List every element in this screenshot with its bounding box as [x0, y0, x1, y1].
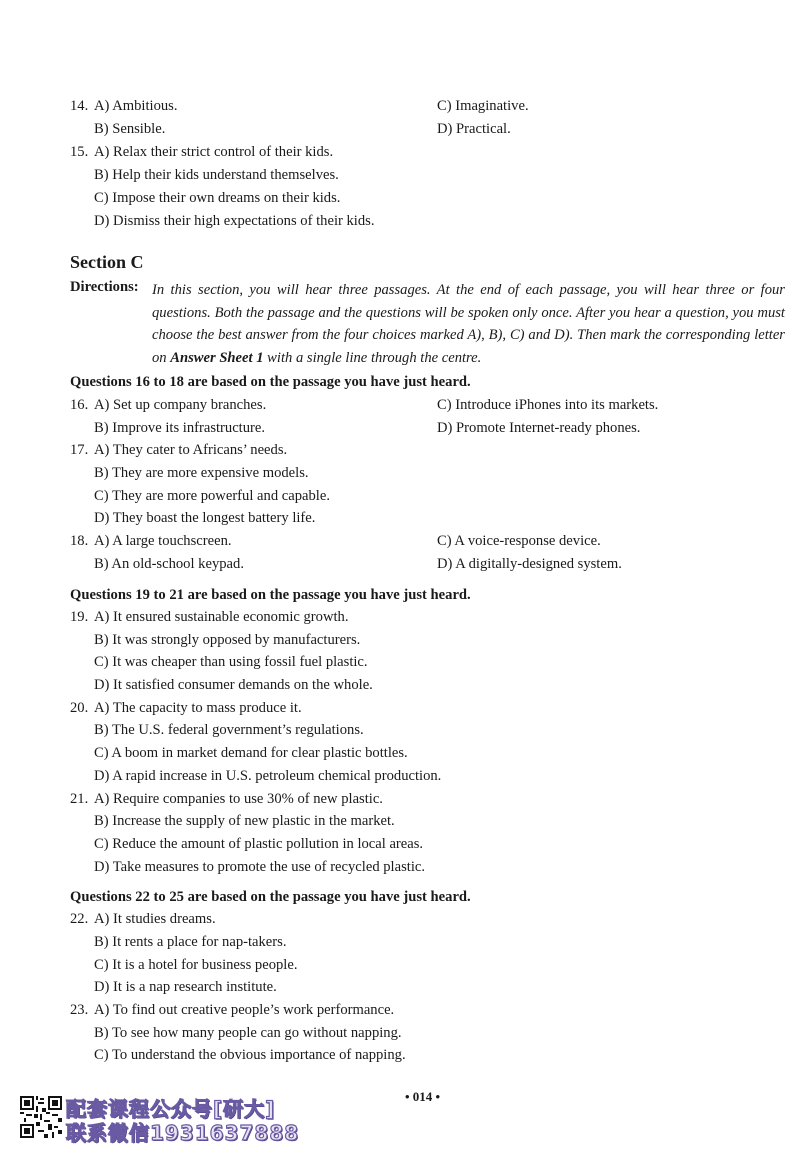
option-a: A) It ensured sustainable economic growth.	[94, 609, 349, 625]
question-number: 15.	[70, 144, 89, 160]
option-d: D) Dismiss their high expectations of their kids.	[94, 213, 375, 229]
option-d: D) Practical.	[437, 121, 511, 137]
option-a: A) To find out creative people’s work performance.	[94, 1002, 395, 1018]
option-d: D) A rapid increase in U.S. petroleum chemical production.	[94, 768, 442, 784]
option-d: D) Take measures to promote the use of recycled plastic.	[94, 859, 426, 875]
option-b: B) Sensible.	[94, 121, 166, 137]
option-b: B) It was strongly opposed by manufacturers.	[94, 632, 361, 648]
group-heading-16-18: Questions 16 to 18 are based on the passage you have just heard.	[70, 374, 471, 390]
qr-code-icon	[20, 1096, 62, 1138]
question-number: 23.	[70, 1002, 89, 1018]
option-c: C) A voice-response device.	[437, 533, 601, 549]
option-a: A) Relax their strict control of their kids.	[94, 144, 334, 160]
option-c: C) A boom in market demand for clear plastic bottles.	[94, 745, 408, 761]
option-c: C) Reduce the amount of plastic pollution in local areas.	[94, 836, 424, 852]
page-number: • 014 •	[405, 1089, 441, 1104]
option-c: C) Imaginative.	[437, 98, 529, 114]
option-d: D) They boast the longest battery life.	[94, 510, 316, 526]
promo-banner-line-1: 配套课程公众号[研大]	[66, 1097, 276, 1121]
group-heading-22-25: Questions 22 to 25 are based on the passage you have just heard.	[70, 889, 471, 905]
option-a: A) It studies dreams.	[94, 911, 216, 927]
option-b: B) An old-school keypad.	[94, 556, 244, 572]
option-d: D) It is a nap research institute.	[94, 979, 277, 995]
option-a: A) Require companies to use 30% of new plastic.	[94, 791, 383, 807]
promo-banner-line-2: 联系微信1931637888	[66, 1121, 300, 1145]
question-number: 19.	[70, 609, 89, 625]
option-b: B) It rents a place for nap-takers.	[94, 934, 287, 950]
option-b: B) Help their kids understand themselves.	[94, 167, 339, 183]
option-a: A) A large touchscreen.	[94, 533, 232, 549]
directions-text-part: In this section, you will hear three passages. At the end of each passage, you will hear three or four questions. Both the passage and the questions will be spoken only once. After you hear a question, you must choose the best answer from the four choices marked A), B), C) and D). Then mark the corresponding letter on	[152, 282, 785, 366]
option-c: C) To understand the obvious importance of napping.	[94, 1047, 406, 1063]
option-b: B) Increase the supply of new plastic in the market.	[94, 813, 395, 829]
option-a: A) Set up company branches.	[94, 397, 267, 413]
answer-sheet-ref: Answer Sheet 1	[170, 349, 264, 366]
question-number: 16.	[70, 397, 89, 413]
option-b: B) To see how many people can go without napping.	[94, 1025, 402, 1041]
option-a: A) The capacity to mass produce it.	[94, 700, 302, 716]
directions-label: Directions:	[70, 279, 139, 295]
option-b: B) They are more expensive models.	[94, 465, 309, 481]
directions-text-part: with a single line through the centre.	[263, 349, 482, 366]
option-a: A) Ambitious.	[94, 98, 178, 114]
option-c: C) Impose their own dreams on their kids.	[94, 190, 341, 206]
directions-text	[152, 279, 785, 369]
option-d: D) Promote Internet-ready phones.	[437, 420, 641, 436]
section-title: Section C	[70, 252, 144, 272]
question-number: 22.	[70, 911, 89, 927]
option-d: D) It satisfied consumer demands on the whole.	[94, 677, 373, 693]
option-c: C) It is a hotel for business people.	[94, 957, 298, 973]
option-b: B) The U.S. federal government’s regulations.	[94, 722, 364, 738]
option-c: C) It was cheaper than using fossil fuel plastic.	[94, 654, 368, 670]
option-b: B) Improve its infrastructure.	[94, 420, 266, 436]
question-number: 18.	[70, 533, 89, 549]
question-number: 21.	[70, 791, 89, 807]
group-heading-19-21: Questions 19 to 21 are based on the passage you have just heard.	[70, 587, 471, 603]
option-d: D) A digitally-designed system.	[437, 556, 622, 572]
question-number: 20.	[70, 700, 89, 716]
option-c: C) Introduce iPhones into its markets.	[437, 397, 659, 413]
question-number: 14.	[70, 98, 89, 114]
option-c: C) They are more powerful and capable.	[94, 488, 330, 504]
question-number: 17.	[70, 442, 89, 458]
option-a: A) They cater to Africans’ needs.	[94, 442, 288, 458]
